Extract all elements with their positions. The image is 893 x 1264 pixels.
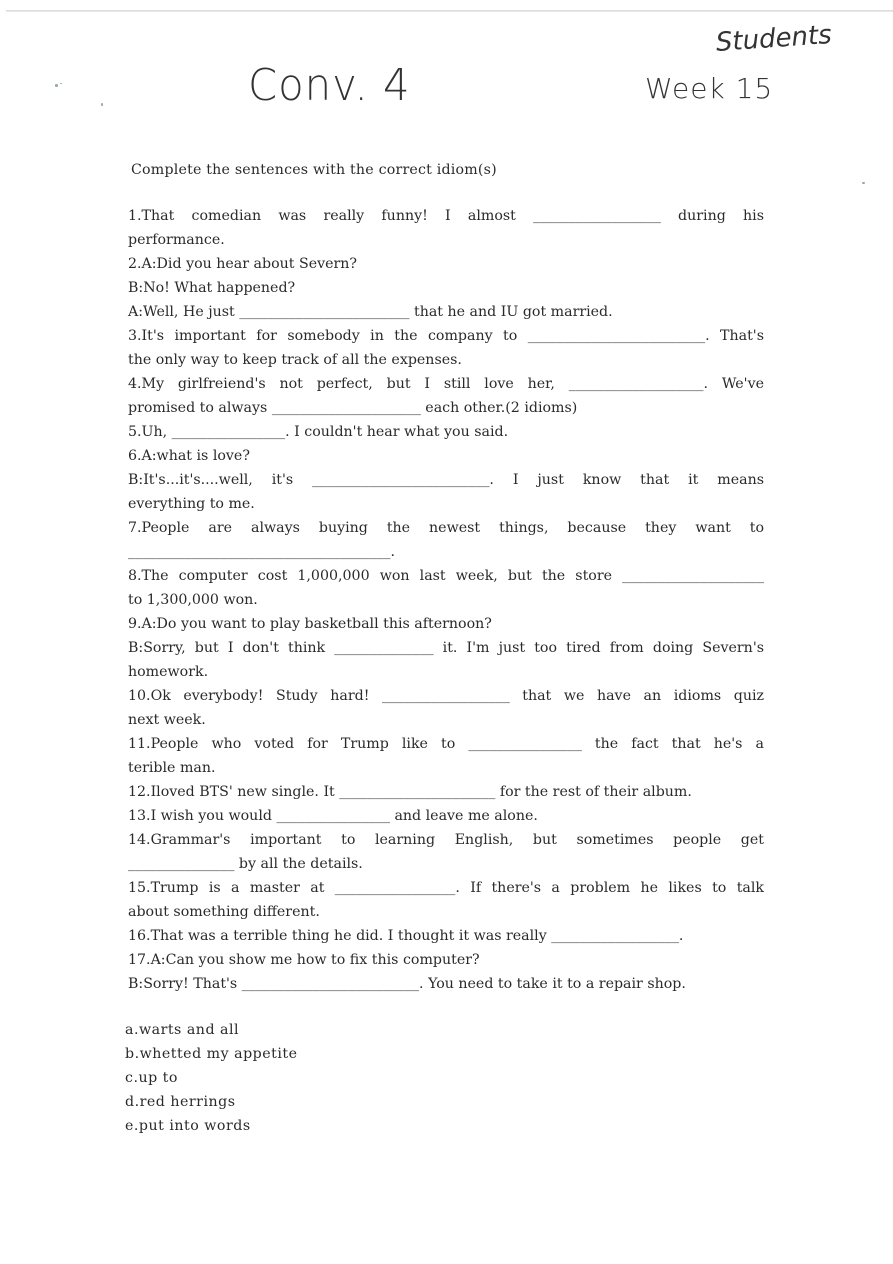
exercise-line: terible man. — [128, 760, 216, 776]
idiom-option: e.put into words — [125, 1118, 251, 1134]
exercise-line: to 1,300,000 won. — [128, 592, 258, 608]
scan-speck — [101, 103, 103, 106]
exercise-line: 17.A:Can you show me how to fix this computer? — [128, 952, 480, 968]
worksheet-body — [125, 158, 764, 1138]
exercise-line: 14.Grammar's important to learning English, but sometimes people get — [128, 832, 764, 848]
exercise-line: B:Sorry! That's _________________________. You need to take it to a repair shop. — [128, 976, 686, 992]
handwritten-title: Conv. 4 — [248, 60, 411, 111]
scan-speck — [60, 83, 62, 84]
exercise-line: B:Sorry, but I don't think ______________ it. I'm just too tired from doing Severn's — [128, 640, 764, 656]
exercise-line: A:Well, He just ________________________ that he and IU got married. — [128, 304, 613, 320]
scan-speck — [55, 84, 58, 87]
exercise-line: 2.A:Did you hear about Severn? — [128, 256, 358, 272]
idiom-option: d.red herrings — [125, 1094, 236, 1110]
exercise-line: 3.It's important for somebody in the company to _________________________. That's — [128, 328, 764, 344]
exercise-line: 16.That was a terrible thing he did. I thought it was really __________________. — [128, 928, 684, 944]
exercise-line: everything to me. — [128, 496, 255, 512]
exercise-line: 8.The computer cost 1,000,000 won last week, but the store ____________________ — [128, 568, 764, 584]
exercise-line: 11.People who voted for Trump like to ________________ the fact that he's a — [128, 736, 764, 752]
exercise-line: 12.Iloved BTS' new single. It ______________________ for the rest of their album. — [128, 784, 692, 800]
exercise-line: homework. — [128, 664, 209, 680]
exercise-line: 13.I wish you would ________________ and leave me alone. — [128, 808, 538, 824]
scan-speck — [862, 182, 865, 184]
idiom-option: c.up to — [125, 1070, 178, 1086]
exercise-line: 5.Uh, ________________. I couldn't hear what you said. — [128, 424, 509, 440]
exercise-line: 10.Ok everybody! Study hard! __________________ that we have an idioms quiz — [128, 688, 764, 704]
idiom-option: b.whetted my appetite — [125, 1046, 298, 1062]
exercise-line: 15.Trump is a master at _________________. If there's a problem he likes to talk — [128, 880, 764, 896]
idiom-option: a.warts and all — [125, 1022, 240, 1038]
page-top-edge — [6, 10, 893, 12]
exercise-line: _______________ by all the details. — [128, 856, 363, 872]
handwritten-group: Students — [714, 19, 833, 58]
exercise-line: B:No! What happened? — [128, 280, 296, 296]
idiom-options-list — [125, 1018, 764, 1138]
exercise-line: the only way to keep track of all the expenses. — [128, 352, 462, 368]
exercise-line: performance. — [128, 232, 225, 248]
exercise-line: 6.A:what is love? — [128, 448, 250, 464]
instructions: Complete the sentences with the correct idiom(s) — [131, 162, 497, 178]
exercise-line: about something different. — [128, 904, 320, 920]
exercise-line: _____________________________________. — [128, 544, 395, 560]
exercise-line: promised to always _____________________ each other.(2 idioms) — [128, 400, 578, 416]
exercise-list — [128, 204, 764, 996]
exercise-line: 1.That comedian was really funny! I almost __________________ during his — [128, 208, 764, 224]
exercise-line: 4.My girlfreiend's not perfect, but I still love her, ___________________. We've — [128, 376, 764, 392]
handwritten-week: Week 15 — [645, 72, 774, 105]
exercise-line: B:It's...it's....well, it's _________________________. I just know that it means — [128, 472, 764, 488]
exercise-line: 7.People are always buying the newest things, because they want to — [128, 520, 764, 536]
exercise-line: next week. — [128, 712, 206, 728]
exercise-line: 9.A:Do you want to play basketball this afternoon? — [128, 616, 492, 632]
